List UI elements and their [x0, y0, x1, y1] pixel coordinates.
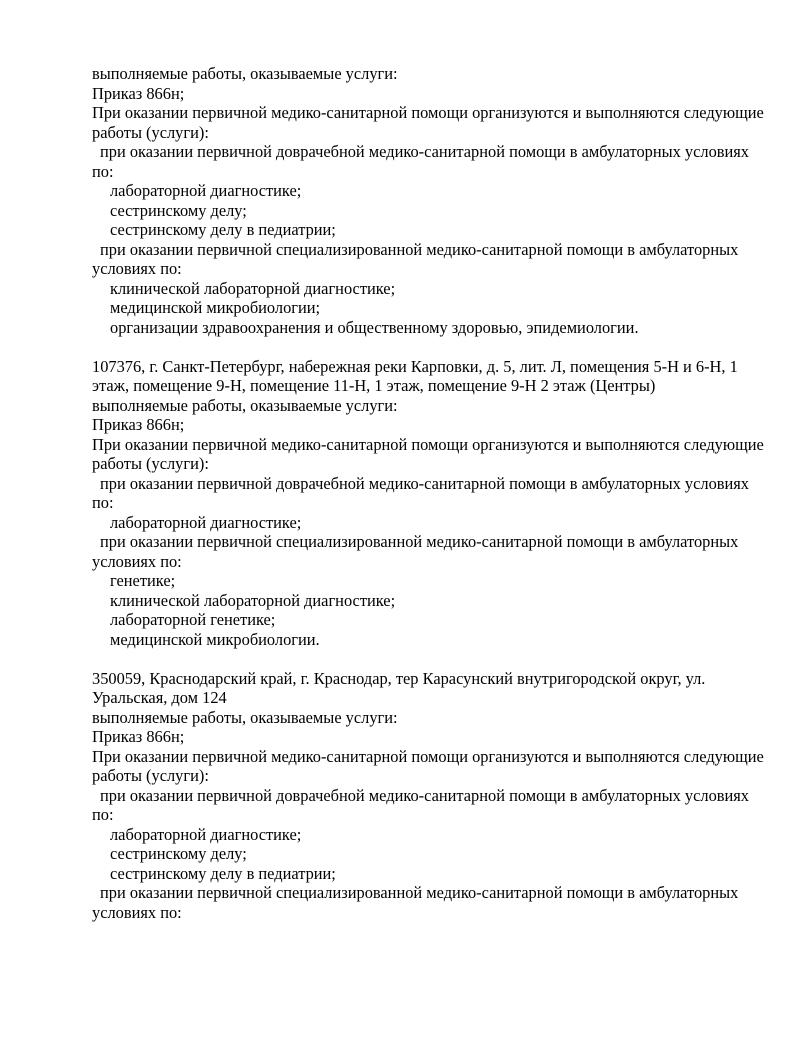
text-line: лабораторной диагностике;: [110, 512, 302, 532]
text-line: Уральская, дом 124: [92, 688, 227, 707]
text-line: медицинской микробиологии.: [110, 629, 320, 649]
text-line: при оказании первичной специализированной медико-санитарной помощи в амбулаторных: [100, 883, 739, 902]
text-line: этаж, помещение 9-Н, помещение 11-Н, 1 этаж, помещение 9-Н 2 этаж (Центры): [92, 376, 656, 395]
address-block-krasnodar: [92, 668, 764, 923]
text-line: лабораторной диагностике;: [110, 824, 302, 844]
text-line: лабораторной диагностике;: [110, 181, 302, 200]
text-line: сестринскому делу;: [110, 200, 247, 220]
text-line: выполняемые работы, оказываемые услуги:: [92, 395, 398, 415]
text-line: при оказании первичной доврачебной медико-санитарной помощи в амбулаторных условиях: [100, 142, 750, 161]
text-line: Приказ 866н;: [92, 83, 185, 103]
text-line: при оказании первичной специализированной медико-санитарной помощи в амбулаторных: [100, 239, 739, 259]
license-works-text: [92, 64, 764, 922]
text-line: сестринскому делу в педиатрии;: [110, 220, 336, 239]
text-line: выполняемые работы, оказываемые услуги:: [92, 64, 398, 83]
text-line: по:: [92, 161, 114, 181]
works-block-1: [92, 64, 764, 337]
text-line: генетике;: [110, 571, 176, 590]
text-line: при оказании первичной доврачебной медико-санитарной помощи в амбулаторных условиях: [100, 473, 750, 493]
text-line: работы (услуги):: [92, 122, 209, 142]
text-line: Приказ 866н;: [92, 727, 185, 746]
text-line: при оказании первичной специализированной медико-санитарной помощи в амбулаторных: [100, 532, 739, 551]
text-line: организации здравоохранения и общественному здоровью, эпидемиологии.: [110, 317, 639, 337]
text-line: по:: [92, 493, 114, 512]
text-line: 350059, Краснодарский край, г. Краснодар, тер Карасунский внутригородской округ, ул.: [92, 668, 706, 688]
text-line: по:: [92, 805, 114, 824]
text-line: выполняемые работы, оказываемые услуги:: [92, 707, 398, 727]
text-line: условиях по:: [92, 902, 182, 922]
text-line: При оказании первичной медико-санитарной помощи организуются и выполняются следующие: [92, 103, 764, 122]
text-line: лабораторной генетике;: [110, 610, 276, 629]
text-line: условиях по:: [92, 259, 182, 278]
text-line: клинической лабораторной диагностике;: [110, 590, 396, 610]
text-line: 107376, г. Санкт-Петербург, набережная реки Карповки, д. 5, лит. Л, помещения 5-Н и 6-Н, 1: [92, 356, 738, 376]
text-line: При оказании первичной медико-санитарной помощи организуются и выполняются следующие: [92, 434, 764, 454]
text-line: при оказании первичной доврачебной медико-санитарной помощи в амбулаторных условиях: [100, 785, 750, 805]
text-line: медицинской микробиологии;: [110, 298, 321, 317]
text-line: условиях по:: [92, 551, 182, 571]
text-line: работы (услуги):: [92, 454, 209, 473]
text-line: При оказании первичной медико-санитарной помощи организуются и выполняются следующие: [92, 746, 764, 766]
text-line: работы (услуги):: [92, 766, 209, 785]
text-line: клинической лабораторной диагностике;: [110, 278, 396, 298]
address-block-sankt-peterburg: [92, 356, 764, 650]
text-line: сестринскому делу в педиатрии;: [110, 863, 336, 883]
text-line: сестринскому делу;: [110, 844, 247, 863]
text-line: Приказ 866н;: [92, 415, 185, 434]
